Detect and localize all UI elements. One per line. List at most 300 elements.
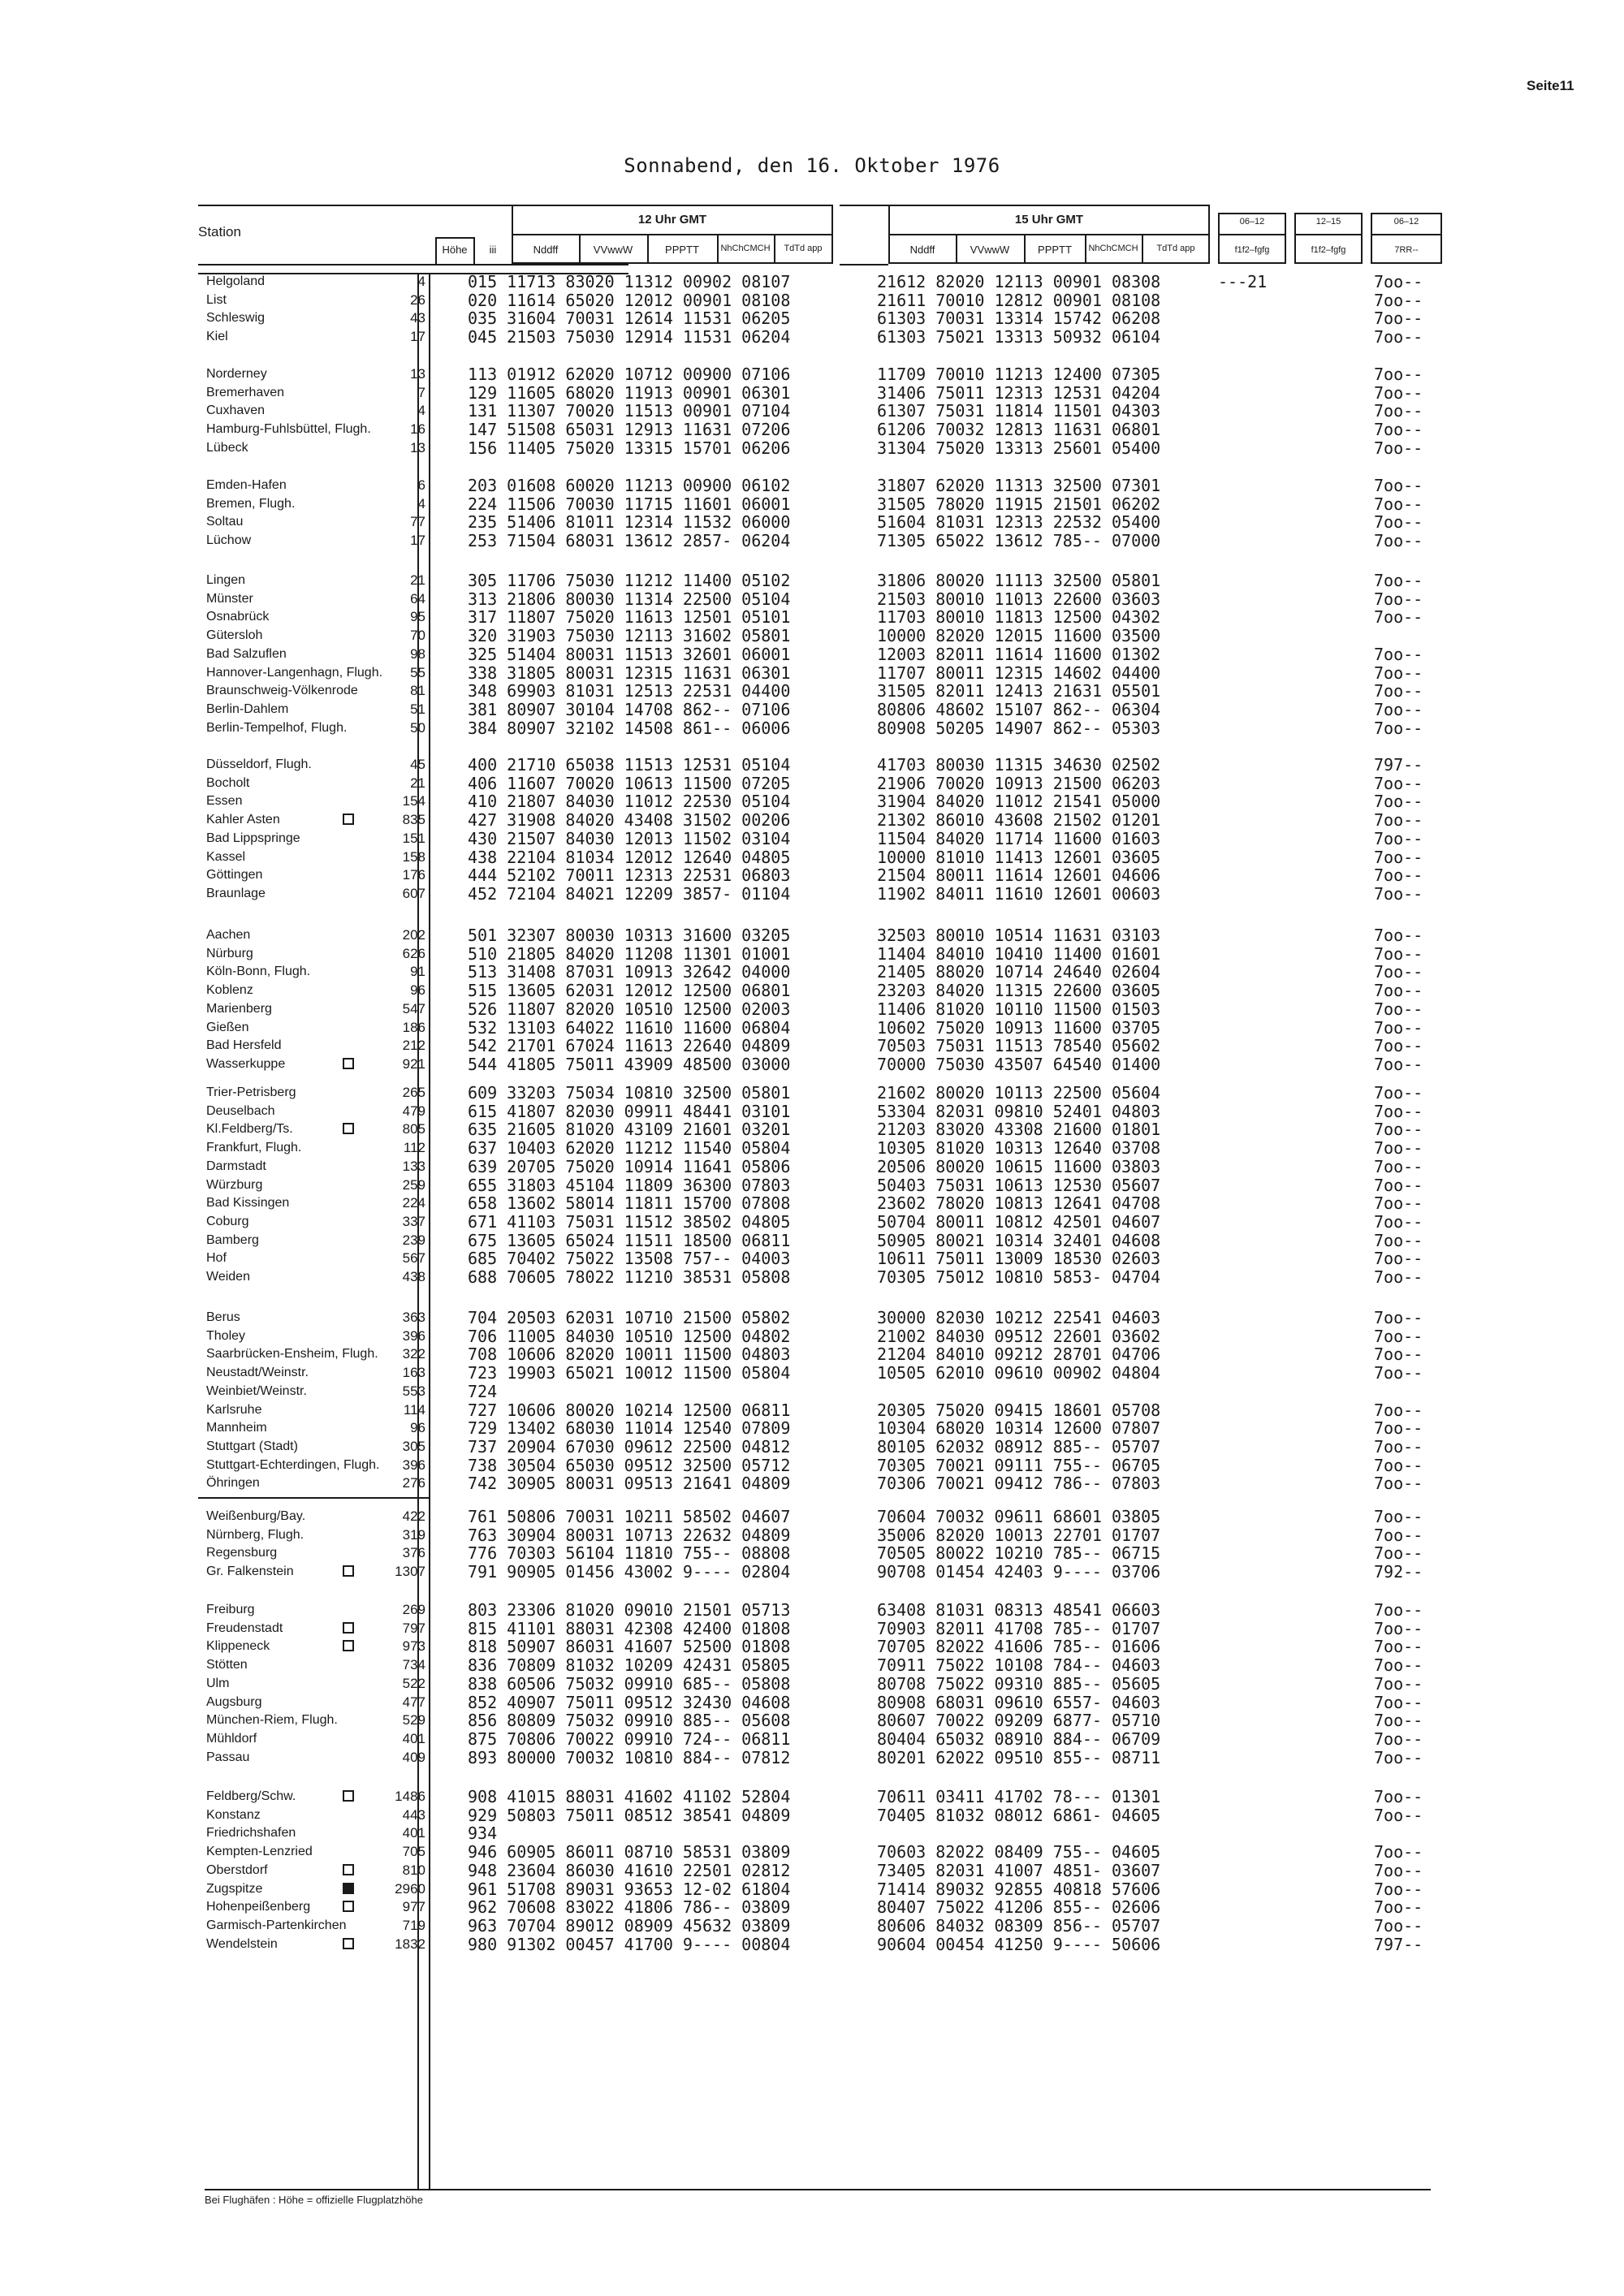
station-name: Klippeneck — [206, 1639, 270, 1654]
station-elevation: 114 — [403, 1401, 425, 1418]
precip-group: 7oo-- — [1374, 1655, 1423, 1676]
obs-12-utc: 147 51508 65031 12913 11631 07206 — [468, 420, 791, 440]
precip-group: 7oo-- — [1374, 1543, 1423, 1564]
station-elevation: 64 — [410, 590, 425, 606]
precip-group: 7oo-- — [1374, 1747, 1423, 1767]
obs-15-utc: 31406 75011 12313 12531 04204 — [877, 382, 1161, 403]
station-elevation: 553 — [402, 1383, 425, 1399]
obs-15-utc: 61303 70031 13314 15742 06208 — [877, 309, 1161, 329]
precip-group: 7oo-- — [1374, 943, 1423, 964]
station-elevation: 77 — [410, 514, 425, 530]
obs-15-utc: 10304 68020 10314 12600 07807 — [877, 1418, 1161, 1439]
station-name: Hohenpeißenberg — [206, 1900, 311, 1914]
station-row — [0, 1917, 1624, 1935]
station-name: Schleswig — [206, 311, 266, 326]
station-name: Stötten — [206, 1658, 248, 1672]
precip-group: 7oo-- — [1374, 1600, 1423, 1620]
obs-15-utc: 21612 82020 12113 00901 08308 — [877, 272, 1161, 291]
obs-15-utc: 21906 70020 10913 21500 06203 — [877, 773, 1161, 793]
station-row — [0, 830, 1624, 848]
station-name: Kassel — [206, 849, 246, 864]
station-name: Hamburg-Fuhlsbüttel, Flugh. — [206, 422, 371, 437]
station-elevation: 95 — [410, 609, 425, 625]
station-elevation: 305 — [402, 1438, 425, 1454]
obs-15-utc: 73405 82031 41007 4851- 03607 — [877, 1860, 1161, 1880]
obs-15-utc: 53304 82031 09810 52401 04803 — [877, 1101, 1161, 1121]
precip-group: 7oo-- — [1374, 1326, 1423, 1346]
station-name: Trier-Petrisberg — [206, 1085, 296, 1099]
h12-title: 12 Uhr GMT — [637, 213, 707, 227]
obs-12-utc: 615 41807 82030 09911 48441 03101 — [468, 1101, 791, 1121]
precip-group: 7oo-- — [1374, 1673, 1423, 1694]
obs-15-utc: 21203 83020 43308 21600 01801 — [877, 1120, 1161, 1140]
station-elevation: 55 — [410, 664, 425, 680]
station-elevation: 151 — [402, 830, 425, 846]
obs-12-utc: 203 01608 60020 11213 00900 06102 — [468, 476, 791, 495]
station-elevation: 2960 — [395, 1880, 425, 1897]
obs-15-utc: 70405 81032 08012 6861- 04605 — [877, 1805, 1161, 1825]
obs-12-utc: 113 01912 62020 10712 00900 07106 — [468, 365, 791, 384]
station-row — [0, 1898, 1624, 1916]
station-row — [0, 1268, 1624, 1286]
station-row — [0, 1019, 1624, 1037]
mountain-station-marker — [343, 1622, 354, 1634]
precip-group: 7oo-- — [1374, 810, 1423, 831]
obs-12-utc: 235 51406 81011 12314 11532 06000 — [468, 512, 791, 533]
obs-15-utc: 11902 84011 11610 12601 00603 — [877, 883, 1161, 904]
mountain-station-marker — [343, 1901, 354, 1912]
station-elevation: 21 — [410, 572, 425, 588]
obs-15-utc: 21503 80010 11013 22600 03603 — [877, 589, 1161, 609]
obs-15-utc: 70603 82022 08409 755-- 04605 — [877, 1842, 1161, 1862]
precip-group: 7oo-- — [1374, 1860, 1423, 1880]
station-row — [0, 439, 1624, 457]
obs-12-utc: 639 20705 75020 10914 11641 05806 — [468, 1156, 791, 1176]
station-row — [0, 1419, 1624, 1437]
obs-15-utc: 50905 80021 10314 32401 04608 — [877, 1230, 1161, 1250]
h15-col-tdtd: TdTd app — [1156, 244, 1195, 253]
obs-15-utc: 70305 70021 09111 755-- 06705 — [877, 1455, 1161, 1475]
precip-group: 7oo-- — [1374, 1787, 1423, 1806]
h15-col-nhchcmch: NhChCMCH — [1088, 244, 1138, 253]
obs-12-utc: 224 11506 70030 11715 11601 06001 — [468, 494, 791, 514]
station-name: Augsburg — [206, 1694, 262, 1709]
station-elevation: 81 — [410, 683, 425, 699]
station-name: Zugspitze — [206, 1881, 263, 1896]
obs-12-utc: 427 31908 84020 43408 31502 00206 — [468, 810, 791, 831]
obs-15-utc: 70903 82011 41708 785-- 01707 — [877, 1618, 1161, 1638]
station-elevation: 98 — [410, 645, 425, 662]
station-elevation: 4 — [417, 403, 425, 419]
station-row — [0, 1232, 1624, 1249]
station-elevation: 224 — [402, 1195, 425, 1211]
h15-col-vvwww: VVwwW — [970, 244, 1010, 256]
station-name: Passau — [206, 1750, 250, 1764]
h12-col-ppptt: PPPTT — [665, 244, 699, 256]
obs-12-utc: 045 21503 75030 12914 11531 06204 — [468, 327, 791, 347]
station-row — [0, 1120, 1624, 1138]
obs-12-utc: 542 21701 67024 11613 22640 04809 — [468, 1036, 791, 1056]
station-name: Regensburg — [206, 1546, 278, 1560]
station-elevation: 16 — [410, 421, 425, 438]
precip-group: 7oo-- — [1374, 1711, 1423, 1731]
obs-15-utc: 31505 82011 12413 21631 05501 — [877, 681, 1161, 701]
station-row — [0, 1843, 1624, 1861]
obs-15-utc: 23203 84020 11315 22600 03605 — [877, 981, 1161, 1001]
obs-12-utc: 962 70608 83022 41806 786-- 03809 — [468, 1897, 791, 1918]
obs-15-utc: 10505 62010 09610 00902 04804 — [877, 1363, 1161, 1383]
obs-15-utc: 31807 62020 11313 32500 07301 — [877, 476, 1161, 495]
obs-15-utc: 10611 75011 13009 18530 02603 — [877, 1249, 1161, 1269]
station-elevation: 337 — [402, 1213, 425, 1229]
obs-12-utc: 410 21807 84030 11012 22530 05104 — [468, 792, 791, 812]
obs-15-utc: 70505 80022 10210 785-- 06715 — [877, 1543, 1161, 1564]
station-elevation: 239 — [402, 1232, 425, 1248]
station-elevation: 17 — [410, 533, 425, 549]
obs-12-utc: 763 30904 80031 10713 22632 04809 — [468, 1525, 791, 1545]
station-name: Koblenz — [206, 983, 253, 998]
obs-12-utc: 510 21805 84020 11208 11301 01001 — [468, 943, 791, 964]
precip-group: 7oo-- — [1374, 1017, 1423, 1038]
precip-group: 7oo-- — [1374, 847, 1423, 867]
obs-15-utc: 31806 80020 11113 32500 05801 — [877, 571, 1161, 590]
mountain-station-marker — [343, 1565, 354, 1577]
obs-12-utc: 856 80809 75032 09910 885-- 05608 — [468, 1711, 791, 1731]
station-name: Öhringen — [206, 1476, 260, 1491]
obs-12-utc: 685 70402 75022 13508 757-- 04003 — [468, 1249, 791, 1269]
station-row — [0, 402, 1624, 420]
station-elevation: 45 — [410, 757, 425, 772]
station-row — [0, 572, 1624, 589]
obs-12-utc: 961 51708 89031 93653 12-02 61804 — [468, 1879, 791, 1899]
obs-12-utc: 729 13402 68030 11014 12540 07809 — [468, 1418, 791, 1439]
station-row — [0, 664, 1624, 682]
station-elevation: 96 — [410, 982, 425, 999]
obs-12-utc: 742 30905 80031 09513 21641 04809 — [468, 1474, 791, 1494]
station-elevation: 734 — [402, 1657, 425, 1673]
station-elevation: 805 — [402, 1121, 425, 1137]
r3-header: 06–12 — [1393, 217, 1419, 227]
obs-15-utc: 35006 82020 10013 22701 01707 — [877, 1525, 1161, 1545]
precip-group: 797-- — [1374, 755, 1423, 775]
precip-group: 7oo-- — [1374, 438, 1423, 458]
obs-12-utc: 313 21806 80030 11314 22500 05104 — [468, 589, 791, 609]
station-name: Norderney — [206, 367, 267, 381]
station-name: Würzburg — [206, 1177, 263, 1192]
precip-group: 7oo-- — [1374, 1842, 1423, 1862]
station-elevation: 529 — [402, 1712, 425, 1728]
obs-12-utc: 934 — [468, 1823, 498, 1844]
obs-12-utc: 776 70303 56104 11810 755-- 08808 — [468, 1543, 791, 1564]
obs-12-utc: 671 41103 75031 11512 38502 04805 — [468, 1211, 791, 1232]
mountain-station-marker — [343, 1938, 354, 1949]
precip-group: 7oo-- — [1374, 999, 1423, 1019]
obs-12-utc: 893 80000 70032 10810 884-- 07812 — [468, 1747, 791, 1767]
obs-12-utc: 723 19903 65021 10012 11500 05804 — [468, 1363, 791, 1383]
station-name: Darmstadt — [206, 1159, 266, 1173]
station-name: Aachen — [206, 928, 251, 942]
station-row — [0, 1526, 1624, 1544]
obs-12-utc: 688 70605 78022 11210 38531 05808 — [468, 1267, 791, 1287]
station-name: Saarbrücken-Ensheim, Flugh. — [206, 1347, 378, 1362]
station-name: Nürburg — [206, 946, 253, 960]
obs-12-utc: 815 41101 88031 42308 42400 01808 — [468, 1618, 791, 1638]
station-elevation: 607 — [402, 885, 425, 901]
station-row — [0, 811, 1624, 829]
station-name: List — [206, 292, 227, 307]
station-row — [0, 926, 1624, 944]
station-name: Kempten-Lenzried — [206, 1845, 313, 1859]
station-elevation: 522 — [402, 1675, 425, 1691]
obs-12-utc: 761 50806 70031 10211 58502 04607 — [468, 1507, 791, 1526]
obs-15-utc: 21405 88020 10714 24640 02604 — [877, 962, 1161, 982]
station-name: München-Riem, Flugh. — [206, 1713, 338, 1728]
obs-15-utc: 50403 75031 10613 12530 05607 — [877, 1175, 1161, 1195]
precip-group: 7oo-- — [1374, 512, 1423, 533]
precip-group: 7oo-- — [1374, 1193, 1423, 1214]
station-row — [0, 1824, 1624, 1842]
station-name: Bad Salzuflen — [206, 646, 287, 661]
obs-15-utc: 10305 81020 10313 12640 03708 — [877, 1138, 1161, 1159]
precip-group: 7oo-- — [1374, 883, 1423, 904]
precip-group: 792-- — [1374, 1562, 1423, 1582]
obs-15-utc: 21204 84010 09212 28701 04706 — [877, 1344, 1161, 1365]
precip-group: 7oo-- — [1374, 1525, 1423, 1545]
obs-15-utc: 80607 70022 09209 6877- 05710 — [877, 1711, 1161, 1731]
station-name: Freudenstadt — [206, 1621, 283, 1635]
obs-15-utc: 11707 80011 12315 14602 04400 — [877, 662, 1161, 683]
station-row — [0, 1675, 1624, 1693]
section-divider — [198, 1497, 430, 1499]
station-elevation: 17 — [410, 329, 425, 345]
obs-12-utc: 406 11607 70020 10613 11500 07205 — [468, 773, 791, 793]
station-elevation: 401 — [402, 1730, 425, 1746]
obs-15-utc: 20506 80020 10615 11600 03803 — [877, 1156, 1161, 1176]
obs-15-utc: 80708 75022 09310 885-- 05605 — [877, 1673, 1161, 1694]
station-elevation: 154 — [402, 793, 425, 809]
station-row — [0, 309, 1624, 327]
obs-15-utc: 90604 00454 41250 9---- 50606 — [877, 1934, 1161, 1954]
station-name: Feldberg/Schw. — [206, 1789, 296, 1803]
precip-group: 7oo-- — [1374, 644, 1423, 664]
precip-group: 7oo-- — [1374, 420, 1423, 440]
station-row — [0, 1711, 1624, 1729]
station-row — [0, 1309, 1624, 1327]
obs-12-utc: 430 21507 84030 12013 11502 03104 — [468, 828, 791, 848]
obs-12-utc: 348 69903 81031 12513 22531 04400 — [468, 681, 791, 701]
wind-delta: ---21 — [1218, 272, 1268, 291]
precip-group: 7oo-- — [1374, 382, 1423, 403]
r1-sub-header: f1f2–fgfg — [1234, 245, 1270, 255]
station-name: Oberstdorf — [206, 1862, 268, 1877]
precip-group: 7oo-- — [1374, 1156, 1423, 1176]
station-row — [0, 1383, 1624, 1400]
station-elevation: 363 — [402, 1310, 425, 1325]
station-elevation: 477 — [402, 1694, 425, 1710]
station-row — [0, 1474, 1624, 1492]
station-name: Bremerhaven — [206, 385, 285, 399]
station-elevation: 319 — [402, 1526, 425, 1543]
station-row — [0, 1327, 1624, 1345]
r1-header: 06–12 — [1239, 217, 1265, 227]
obs-12-utc: 015 11713 83020 11312 00902 08107 — [468, 272, 791, 291]
obs-15-utc: 63408 81031 08313 48541 06603 — [877, 1600, 1161, 1620]
iii-col-header: iii — [489, 244, 497, 256]
obs-12-utc: 875 70806 70022 09910 724-- 06811 — [468, 1728, 791, 1749]
precip-group: 7oo-- — [1374, 962, 1423, 982]
station-name: Garmisch-Partenkirchen — [206, 1918, 347, 1932]
station-elevation: 21 — [410, 775, 425, 791]
precip-group: 7oo-- — [1374, 1507, 1423, 1526]
obs-12-utc: 948 23604 86030 41610 22501 02812 — [468, 1860, 791, 1880]
obs-12-utc: 035 31604 70031 12614 11531 06205 — [468, 309, 791, 329]
station-row — [0, 1176, 1624, 1194]
obs-15-utc: 50704 80011 10812 42501 04607 — [877, 1211, 1161, 1232]
obs-15-utc: 80201 62022 09510 855-- 08711 — [877, 1747, 1161, 1767]
station-row — [0, 1936, 1624, 1953]
obs-15-utc: 11703 80010 11813 12500 04302 — [877, 607, 1161, 628]
station-row — [0, 1862, 1624, 1880]
precip-group: 7oo-- — [1374, 828, 1423, 848]
obs-15-utc: 10602 75020 10913 11600 03705 — [877, 1017, 1161, 1038]
obs-15-utc: 32503 80010 10514 11631 03103 — [877, 926, 1161, 945]
mountain-station-marker — [343, 1123, 354, 1134]
obs-12-utc: 818 50907 86031 41607 52500 01808 — [468, 1637, 791, 1657]
obs-15-utc: 21602 80020 10113 22500 05604 — [877, 1083, 1161, 1103]
obs-15-utc: 31505 78020 11915 21501 06202 — [877, 494, 1161, 514]
station-row — [0, 1457, 1624, 1474]
station-row — [0, 866, 1624, 884]
obs-12-utc: 544 41805 75011 43909 48500 03000 — [468, 1054, 791, 1074]
station-row — [0, 848, 1624, 866]
obs-15-utc: 30000 82030 10212 22541 04603 — [877, 1308, 1161, 1327]
station-row — [0, 384, 1624, 402]
obs-12-utc: 708 10606 82020 10011 11500 04803 — [468, 1344, 791, 1365]
station-elevation: 6 — [417, 477, 425, 493]
precip-group: 7oo-- — [1374, 1267, 1423, 1287]
obs-12-utc: 515 13605 62031 12012 12500 06801 — [468, 981, 791, 1001]
precip-group: 7oo-- — [1374, 1249, 1423, 1269]
station-row — [0, 719, 1624, 737]
obs-15-utc: 12003 82011 11614 11600 01302 — [877, 644, 1161, 664]
station-row — [0, 775, 1624, 792]
station-row — [0, 421, 1624, 438]
station-elevation: 43 — [410, 310, 425, 326]
precip-group: 7oo-- — [1374, 365, 1423, 384]
footnote: Bei Flughäfen : Höhe = offizielle Flugplatzhöhe — [205, 2194, 423, 2206]
page-number: Seite11 — [1527, 78, 1574, 93]
station-name: Soltau — [206, 515, 244, 529]
precip-group: 7oo-- — [1374, 1138, 1423, 1159]
obs-15-utc: 70000 75030 43507 64540 01400 — [877, 1054, 1161, 1074]
obs-12-utc: 438 22104 81034 12012 12640 04805 — [468, 847, 791, 867]
precip-group: 7oo-- — [1374, 1101, 1423, 1121]
station-row — [0, 1103, 1624, 1120]
station-elevation: 176 — [402, 867, 425, 883]
station-row — [0, 756, 1624, 774]
obs-15-utc: 23602 78020 10813 12641 04708 — [877, 1193, 1161, 1214]
station-elevation: 835 — [402, 812, 425, 828]
station-row — [0, 963, 1624, 981]
obs-15-utc: 10000 82020 12015 11600 03500 — [877, 626, 1161, 646]
station-row — [0, 1749, 1624, 1767]
obs-12-utc: 609 33203 75034 10810 32500 05801 — [468, 1083, 791, 1103]
obs-15-utc: 11709 70010 11213 12400 07305 — [877, 365, 1161, 384]
precip-group: 7oo-- — [1374, 1692, 1423, 1712]
station-name: Weinbiet/Weinstr. — [206, 1383, 307, 1398]
obs-15-utc: 61206 70032 12813 11631 06801 — [877, 420, 1161, 440]
station-name: Konstanz — [206, 1807, 261, 1822]
station-elevation: 91 — [410, 964, 425, 980]
date-heading: Sonnabend, den 16. Oktober 1976 — [624, 154, 1000, 177]
station-name: Berlin-Tempelhof, Flugh. — [206, 720, 348, 735]
obs-15-utc: 20305 75020 09415 18601 05708 — [877, 1400, 1161, 1420]
obs-15-utc: 21504 80011 11614 12601 04606 — [877, 865, 1161, 886]
obs-12-utc: 737 20904 67030 09612 22500 04812 — [468, 1436, 791, 1457]
obs-12-utc: 131 11307 70020 11513 00901 07104 — [468, 401, 791, 421]
station-elevation: 163 — [402, 1365, 425, 1381]
station-row — [0, 291, 1624, 309]
obs-12-utc: 836 70809 81032 10209 42431 05805 — [468, 1655, 791, 1676]
station-name: Emden-Hafen — [206, 478, 287, 492]
obs-12-utc: 791 90905 01456 43002 9---- 02804 — [468, 1562, 791, 1582]
h12-col-nhchcmch: NhChCMCH — [720, 244, 771, 253]
precip-group: 7oo-- — [1374, 1474, 1423, 1494]
station-row — [0, 1249, 1624, 1267]
station-name: Stuttgart (Stadt) — [206, 1439, 298, 1453]
obs-12-utc: 963 70704 89012 08909 45632 03809 — [468, 1915, 791, 1936]
station-name: Bamberg — [206, 1232, 259, 1247]
precip-group: 7oo-- — [1374, 1805, 1423, 1825]
precip-group: 7oo-- — [1374, 1363, 1423, 1383]
station-elevation: 112 — [403, 1140, 425, 1156]
precip-group: 7oo-- — [1374, 272, 1423, 291]
precip-group: 7oo-- — [1374, 1211, 1423, 1232]
precip-group: 7oo-- — [1374, 494, 1423, 514]
station-elevation: 921 — [402, 1055, 425, 1072]
obs-12-utc: 838 60506 75032 09910 685-- 05808 — [468, 1673, 791, 1694]
station-row — [0, 477, 1624, 494]
obs-12-utc: 381 80907 30104 14708 862-- 07106 — [468, 699, 791, 719]
obs-12-utc: 020 11614 65020 12012 00901 08108 — [468, 290, 791, 310]
station-elevation: 396 — [402, 1327, 425, 1344]
station-elevation: 4 — [417, 495, 425, 511]
h12-col-nddff: Nddff — [533, 244, 559, 256]
obs-12-utc: 384 80907 32102 14508 861-- 06006 — [468, 718, 791, 738]
station-row — [0, 945, 1624, 963]
station-elevation: 396 — [402, 1457, 425, 1473]
mountain-station-marker — [343, 1640, 354, 1651]
station-name: Wasserkuppe — [206, 1056, 286, 1071]
station-name: Freiburg — [206, 1603, 255, 1616]
station-elevation: 259 — [402, 1176, 425, 1193]
precip-group: 7oo-- — [1374, 1897, 1423, 1918]
station-elevation: 719 — [402, 1917, 425, 1933]
obs-12-utc: 727 10606 80020 10214 12500 06811 — [468, 1400, 791, 1420]
precip-group: 7oo-- — [1374, 476, 1423, 495]
station-name: Mannheim — [206, 1421, 267, 1435]
station-name: Deuselbach — [206, 1103, 275, 1118]
obs-15-utc: 11406 81020 10110 11500 01503 — [877, 999, 1161, 1019]
station-name: Köln-Bonn, Flugh. — [206, 965, 311, 979]
obs-12-utc: 908 41015 88031 41602 41102 52804 — [468, 1787, 791, 1806]
h15-col-ppptt: PPPTT — [1038, 244, 1072, 256]
obs-12-utc: 526 11807 82020 10510 12500 02003 — [468, 999, 791, 1019]
obs-15-utc: 21302 86010 43608 21502 01201 — [877, 810, 1161, 831]
obs-15-utc: 80606 84032 08309 856-- 05707 — [877, 1915, 1161, 1936]
station-name: Frankfurt, Flugh. — [206, 1141, 302, 1155]
obs-12-utc: 704 20503 62031 10710 21500 05802 — [468, 1308, 791, 1327]
